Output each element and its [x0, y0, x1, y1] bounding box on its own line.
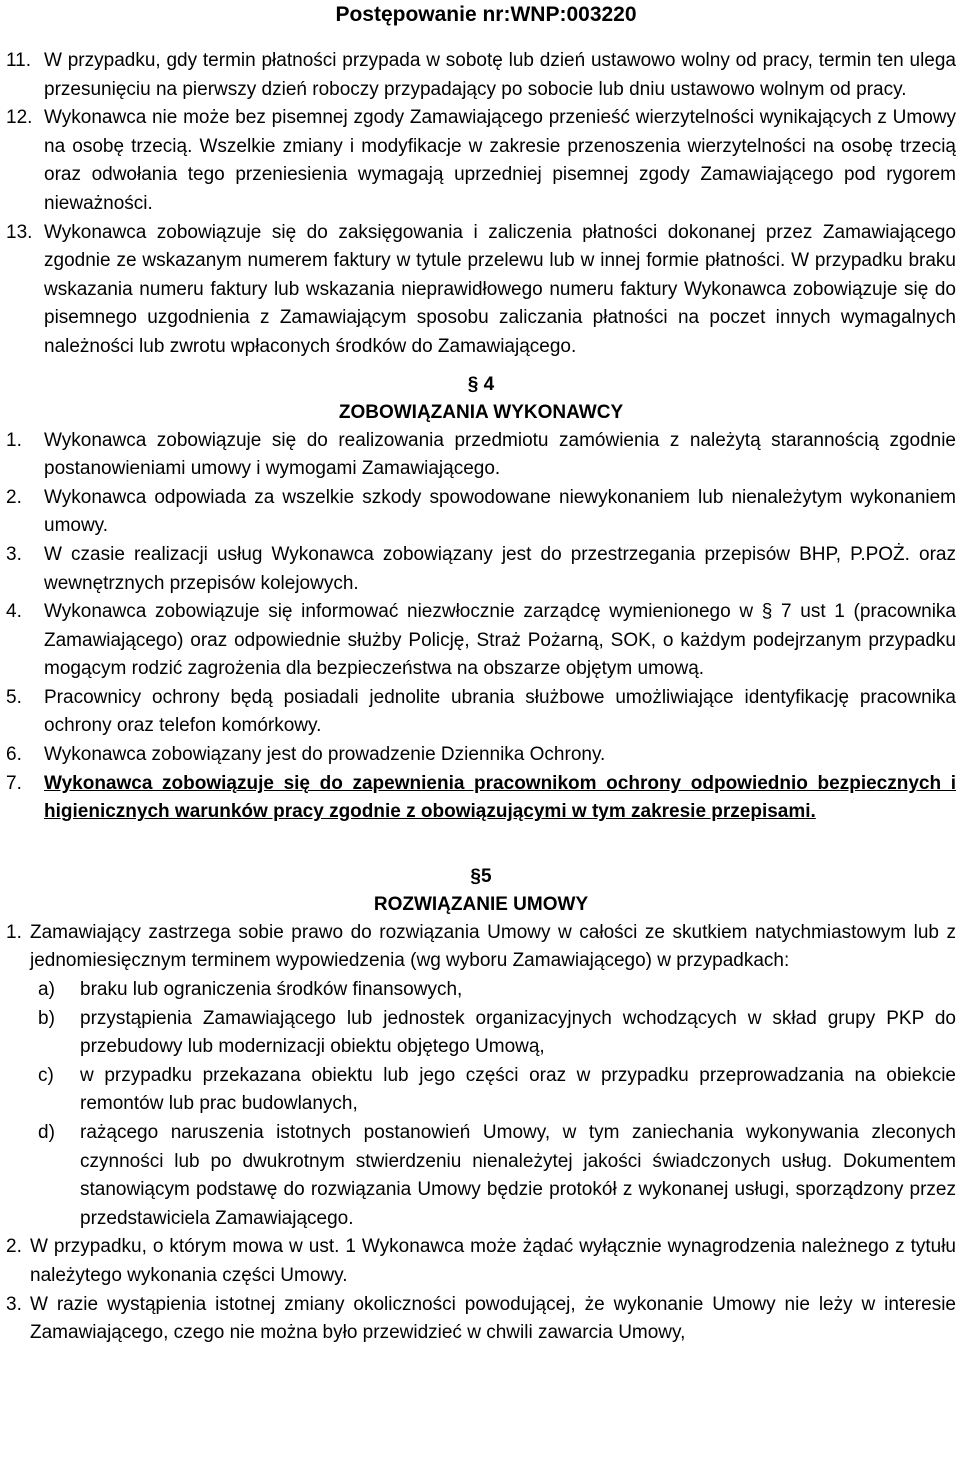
section-5-item: [6, 1291, 956, 1348]
item-text: W razie wystąpienia istotnej zmiany okoliczności powodującej, że wykonanie Umowy nie leży w interesie Zamawiającego, czego nie można było przewidzieć w chwili zawarcia Umowy,: [30, 1293, 956, 1344]
item-number: 2.: [6, 1236, 22, 1258]
item-number: 1.: [6, 429, 22, 451]
section-4-item: [6, 484, 956, 541]
sub-item-text: rażącego naruszenia istotnych postanowień Umowy, w tym zaniechania wykonywania zleconych czynności lub po dwukrotnym stwierdzeniu nienależytej jakości świadczonych usług. Dokumentem stanowiącym podstawę do rozwiązania Umowy będzie protokół z wykonanej usługi, sporządzony przez przedstawiciela Zamawiającego.: [80, 1122, 956, 1229]
item-number: 12.: [6, 107, 33, 129]
sub-item-label: a): [38, 979, 55, 1001]
section-5-title: ROZWIĄZANIE UMOWY: [373, 893, 589, 915]
item-text-underlined: Wykonawca zobowiązuje się do zapewnienia pracownikom ochrony odpowiednio bezpiecznych i higienicznych warunków pracy zgodnie z obowiązującymi w tym zakresie przepisami.: [44, 772, 956, 823]
item-text: Pracownicy ochrony będą posiadali jednolite ubrania służbowe umożliwiające identyfikację pracownika ochrony oraz telefon komórkowy.: [44, 686, 956, 737]
item-number: 3.: [6, 1293, 22, 1315]
paragraph-12: [6, 104, 956, 218]
item-number: 11.: [6, 50, 32, 71]
item-text: Wykonawca zobowiązany jest do prowadzenie Dziennika Ochrony.: [44, 744, 606, 766]
paragraph-11: [6, 47, 956, 104]
section-4-item: [6, 741, 956, 770]
section-4-number: § 4: [467, 373, 495, 395]
section-4-item: [6, 770, 956, 827]
item-text: Wykonawca zobowiązuje się do zaksięgowania i zaliczenia płatności dokonanej przez Zamawiającego zgodnie ze wskazanym numerem faktury w tytule przelewu lub w innej formie płatności. W przypadku braku wskazania numeru faktury lub wskazania nieprawidłowego numeru faktury Wykonawca zobowiązuje się do pisemnego uzgodnienia z Zamawiającym sposobu zaliczania płatności na poczet innych wymagalnych należności lub zwrotu wpłaconych środków do Zamawiającego.: [44, 221, 956, 357]
item-number: 1.: [6, 921, 22, 943]
item-number: 7.: [6, 772, 22, 794]
item-text: W czasie realizacji usług Wykonawca zobowiązany jest do przestrzegania przepisów BHP, P.POŻ. oraz wewnętrznych przepisów kolejowych.: [44, 543, 956, 594]
item-text: Wykonawca zobowiązuje się informować niezwłocznie zarządcę wymienionego w § 7 ust 1 (pracownika Zamawiającego) oraz odpowiednie służby Policję, Straż Pożarną, SOK, o każdym podejrzanym przypadku mogącym rodzić zagrożenia dla bezpieczeństwa na obszarze objętym umową.: [44, 601, 956, 680]
sub-item: [6, 976, 956, 1005]
sub-item-text: braku lub ograniczenia środków finansowych,: [80, 979, 463, 1001]
item-number: 5.: [6, 686, 22, 708]
item-number: 4.: [6, 601, 22, 623]
item-number: 13.: [6, 221, 33, 243]
sub-item-label: d): [38, 1122, 55, 1143]
section-4-item: [6, 598, 956, 684]
section-4-item: [6, 684, 956, 741]
section-5-item: [6, 919, 956, 976]
sub-item-text: przystąpienia Zamawiającego lub jednostek organizacyjnych wchodzących w skład grupy PKP do przebudowy lub modernizacji obiektu objętego Umową,: [80, 1007, 956, 1058]
item-number: 3.: [6, 543, 22, 565]
sub-item-label: b): [38, 1007, 55, 1029]
paragraph-13: [6, 219, 956, 362]
section-5-item: [6, 1233, 956, 1290]
item-text: Wykonawca zobowiązuje się do realizowania przedmiotu zamówienia z należytą starannością zgodnie postanowieniami umowy i wymogami Zamawiającego.: [44, 429, 956, 480]
item-text: Zamawiający zastrzega sobie prawo do rozwiązania Umowy w całości ze skutkiem natychmiastowym lub z jednomiesięcznym terminem wypowiedzenia (wg wyboru Zamawiającego) w przypadkach:: [30, 921, 956, 972]
page-title: Postępowanie nr:WNP:003220: [335, 3, 637, 26]
section-4-item: [6, 541, 956, 598]
sub-item: [6, 1005, 956, 1062]
item-text: Wykonawca nie może bez pisemnej zgody Zamawiającego przenieść wierzytelności wynikających z Umowy na osobę trzecią. Wszelkie zmiany i modyfikacje w zakresie przenoszenia wierzytelności na osobę trzecią oraz odwołania tego przeniesienia wymagają uprzedniej pisemnej zgody Zamawiającego pod rygorem nieważności.: [44, 107, 956, 214]
sub-item: [6, 1062, 956, 1119]
sub-item: [6, 1119, 956, 1233]
section-4-item: [6, 427, 956, 484]
spacer: [6, 827, 956, 863]
item-text: Wykonawca odpowiada za wszelkie szkody spowodowane niewykonaniem lub nienależytym wykonaniem umowy.: [44, 486, 956, 537]
item-number: 6.: [6, 744, 22, 766]
section-4-title: ZOBOWIĄZANIA WYKONAWCY: [338, 401, 624, 423]
item-text: W przypadku, o którym mowa w ust. 1 Wykonawca może żądać wyłącznie wynagrodzenia należnego z tytułu należytego wykonania części Umowy.: [30, 1236, 956, 1286]
item-text: W przypadku, gdy termin płatności przypada w sobotę lub dzień ustawowo wolny od pracy, termin ten ulega przesunięciu na pierwszy dzień roboczy przypadający po sobocie lub dniu ustawowo wolnym od pracy.: [44, 50, 956, 100]
section-5-number: §5: [470, 865, 492, 887]
item-number: 2.: [6, 486, 22, 508]
sub-item-text: w przypadku przekazana obiektu lub jego części oraz w przypadku przeprowadzania na obiekcie remontów lub prac budowlanych,: [80, 1064, 956, 1115]
sub-item-label: c): [38, 1064, 54, 1086]
